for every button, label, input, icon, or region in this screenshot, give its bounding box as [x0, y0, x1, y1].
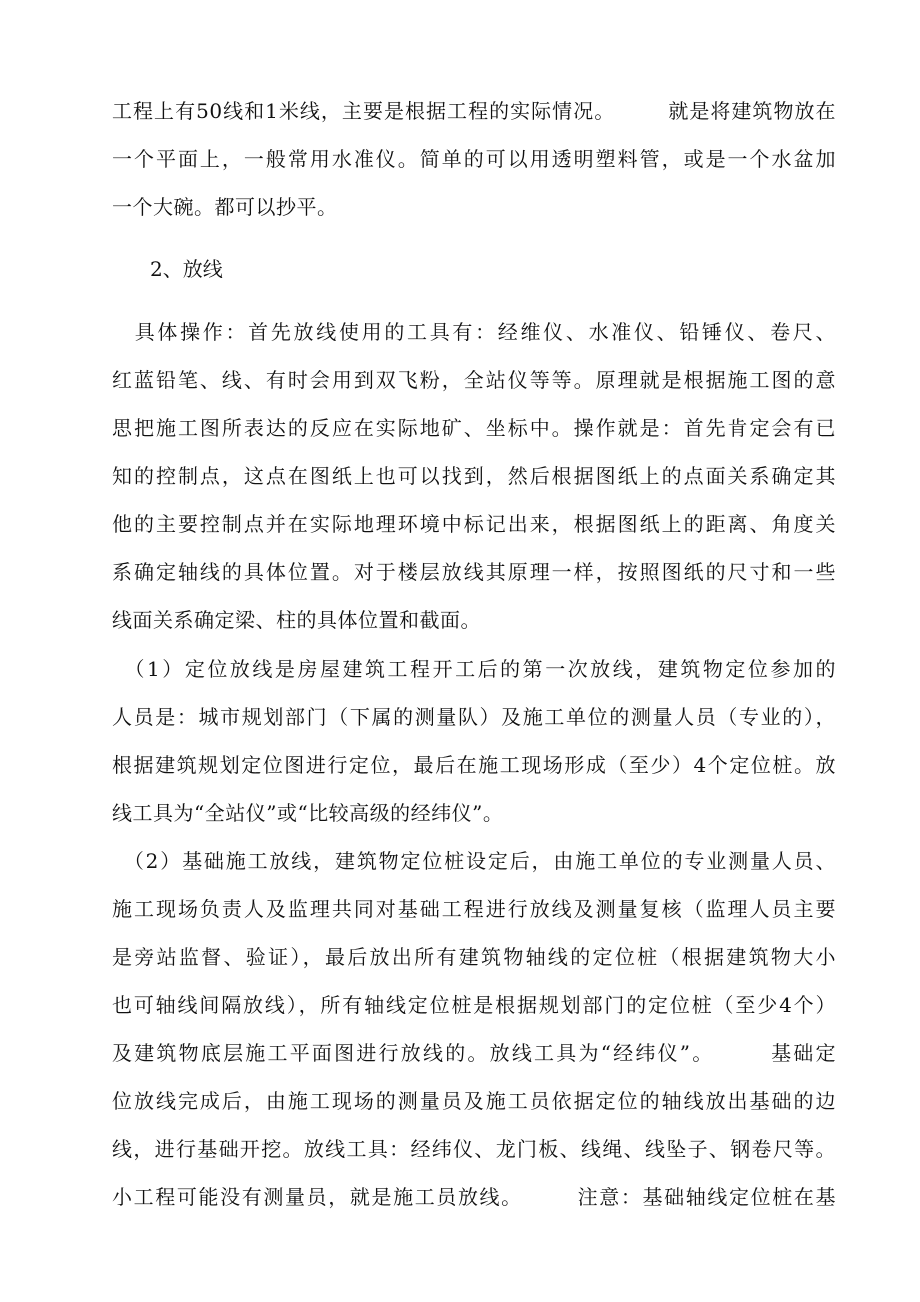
text-line: 系确定轴线的具体位置。对于楼层放线其原理一样，按照图纸的尺寸和一些: [112, 560, 836, 584]
text-line: 也可轴线间隔放线），所有轴线定位桩是根据规划部门的定位桩（至少4个）: [112, 993, 836, 1017]
text-line: 及建筑物底层施工平面图进行放线的。放线工具为“经纬仪”。 基础定: [112, 1041, 836, 1065]
text-line: 他的主要控制点并在实际地理环境中标记出来，根据图纸上的距离、角度关: [112, 512, 836, 536]
text-line: 线工具为“全站仪”或“比较高级的经纬仪”。: [112, 801, 504, 825]
text-line: 人员是：城市规划部门（下属的测量队）及施工单位的测量人员（专业的），: [112, 705, 836, 729]
text-line: 根据建筑规划定位图进行定位，最后在施工现场形成（至少）4个定位桩。放: [112, 753, 836, 777]
text-line: 具体操作：首先放线使用的工具有：经维仪、水准仪、铅锤仪、卷尺、: [112, 320, 836, 344]
text-line: （2）基础施工放线，建筑物定位桩设定后，由施工单位的专业测量人员、: [112, 849, 836, 873]
text-line: 一个大碗。都可以抄平。: [112, 195, 338, 219]
text-line: 知的控制点，这点在图纸上也可以找到，然后根据图纸上的点面关系确定其: [112, 464, 836, 488]
text-line: 是旁站监督、验证），最后放出所有建筑物轴线的定位桩（根据建筑物大小: [112, 945, 836, 969]
text-line: 线面关系确定梁、柱的具体位置和截面。: [112, 608, 481, 632]
text-line: 施工现场负责人及监理共同对基础工程进行放线及测量复核（监理人员主要: [112, 897, 836, 921]
text-line: 红蓝铅笔、线、有时会用到双飞粉，全站仪等等。原理就是根据施工图的意: [112, 368, 836, 392]
text-line: （1）定位放线是房屋建筑工程开工后的第一次放线，建筑物定位参加的: [112, 657, 836, 681]
text-line: 位放线完成后，由施工现场的测量员及施工员依据定位的轴线放出基础的边: [112, 1089, 836, 1113]
section-heading: 2、放线: [150, 257, 223, 281]
text-line: 工程上有50线和1米线，主要是根据工程的实际情况。 就是将建筑物放在: [112, 99, 836, 123]
text-line: 思把施工图所表达的反应在实际地矿、坐标中。操作就是：首先肯定会有已: [112, 416, 836, 440]
text-line: 小工程可能没有测量员，就是施工员放线。 注意：基础轴线定位桩在基: [112, 1185, 836, 1209]
text-line: 一个平面上，一般常用水准仪。简单的可以用透明塑料管，或是一个水盆加: [112, 147, 836, 171]
text-line: 线，进行基础开挖。放线工具：经纬仪、龙门板、线绳、线坠子、钢卷尺等。: [112, 1137, 836, 1161]
